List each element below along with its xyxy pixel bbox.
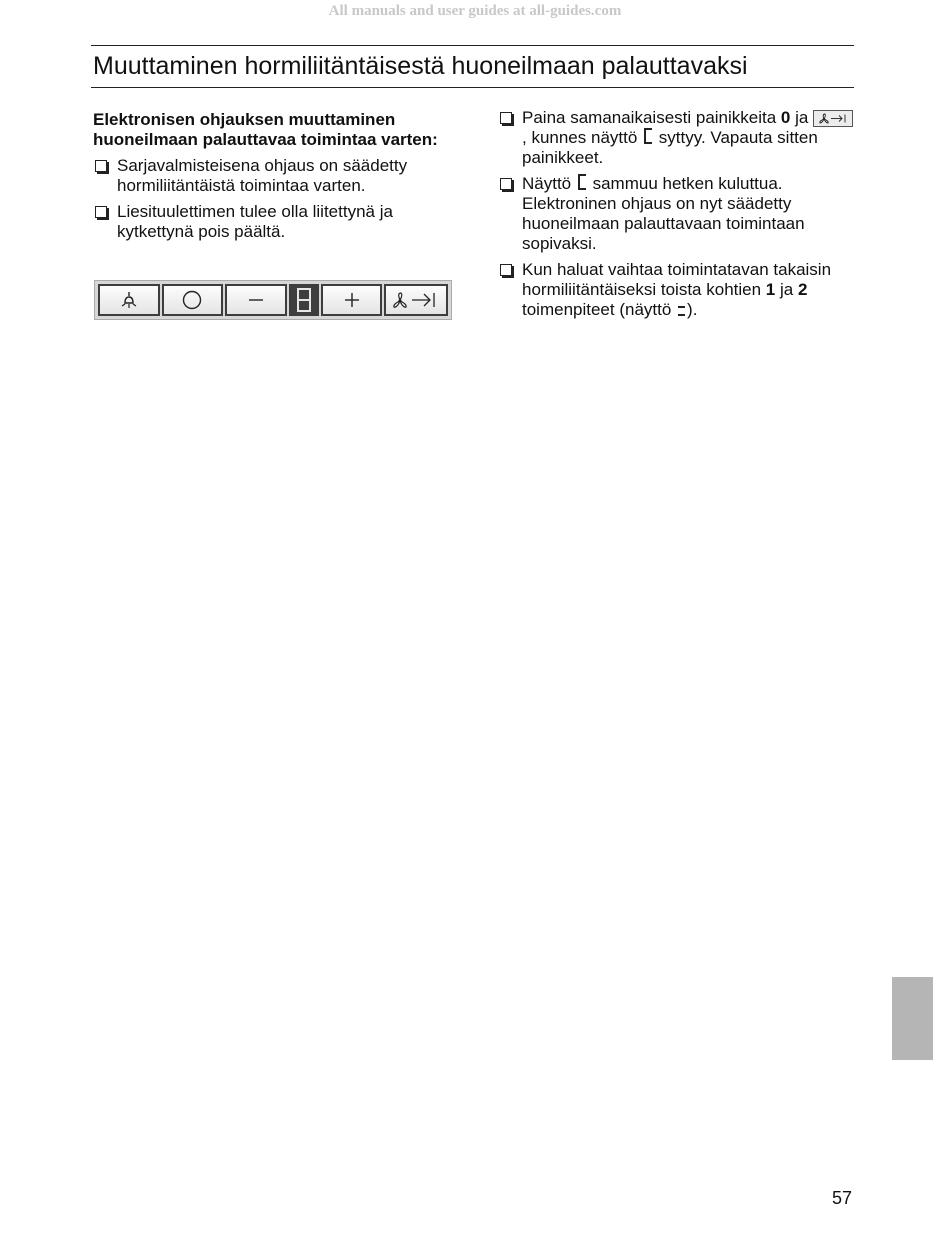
power-button — [162, 284, 224, 316]
minus-button — [225, 284, 287, 316]
page-number: 57 — [832, 1188, 853, 1208]
list-item-text: Näyttö — [522, 174, 576, 193]
bold-step-two: 2 — [797, 280, 808, 299]
display-c-icon — [644, 128, 652, 144]
plus-button — [321, 284, 383, 316]
checkbox-bullet-icon — [500, 264, 512, 276]
list-item — [498, 174, 854, 254]
title-bottom-rule — [91, 87, 854, 88]
list-item-text: toimenpiteet (näyttö — [522, 300, 677, 319]
bold-step-one: 1 — [765, 280, 776, 299]
list-item — [498, 260, 854, 320]
list-item-text: ). — [687, 300, 698, 319]
list-item — [93, 202, 438, 242]
list-item-text: Kun haluat vaihtaa toimintatavan takaisin hormiliitäntäiseksi toista kohtien — [522, 260, 832, 299]
checkbox-bullet-icon — [95, 206, 107, 218]
list-item — [498, 108, 854, 168]
fan-mode-button — [384, 284, 448, 316]
list-item-text: ja — [775, 280, 798, 299]
section-heading: Elektronisen ohjauksen muuttaminen huoneilmaan palauttavaa toimintaa varten: — [93, 110, 438, 149]
plus-icon — [342, 290, 362, 310]
inline-fan-button-icon — [813, 110, 853, 127]
list-item — [93, 156, 438, 196]
list-item-text: Paina samanaikaisesti painikkeita — [522, 108, 781, 127]
left-column — [93, 108, 438, 248]
lamp-icon — [119, 290, 139, 310]
watermark: All manuals and user guides at all-guides.com — [328, 3, 622, 19]
digit-display — [289, 284, 319, 316]
control-panel-illustration — [94, 280, 452, 320]
display-c-icon — [578, 174, 586, 190]
display-dash-icon — [678, 306, 685, 316]
fan-arrow-icon — [390, 290, 442, 310]
bold-key-zero: 0 — [780, 108, 791, 127]
checkbox-bullet-icon — [95, 160, 107, 172]
list-item-text: Sarjavalmisteisena ohjaus on säädetty hormiliitäntäistä toimintaa varten. — [117, 156, 408, 195]
light-button — [98, 284, 160, 316]
list-item-text: syttyy. Vapauta sitten painikkeet. — [522, 128, 818, 167]
side-tab-marker — [892, 977, 933, 1060]
minus-icon — [246, 290, 266, 310]
checkbox-bullet-icon — [500, 112, 512, 124]
circle-icon — [181, 289, 203, 311]
list-item-text: , kunnes näyttö — [522, 128, 643, 147]
list-item-text: Liesituulettimen tulee olla liitettynä ja kytkettynä pois päältä. — [117, 202, 393, 241]
right-column — [498, 108, 854, 326]
list-item-text: sammuu hetken kuluttua. Elektroninen ohjaus on nyt säädetty huoneilmaan palauttavaan toimintaan sopivaksi. — [522, 174, 805, 253]
list-item-text: ja — [790, 108, 814, 127]
checkbox-bullet-icon — [500, 178, 512, 190]
page-title: Muuttaminen hormiliitäntäisestä huoneilmaan palauttavaksi — [93, 52, 748, 80]
title-top-rule — [91, 45, 854, 46]
seven-segment-digit-icon — [295, 287, 313, 313]
